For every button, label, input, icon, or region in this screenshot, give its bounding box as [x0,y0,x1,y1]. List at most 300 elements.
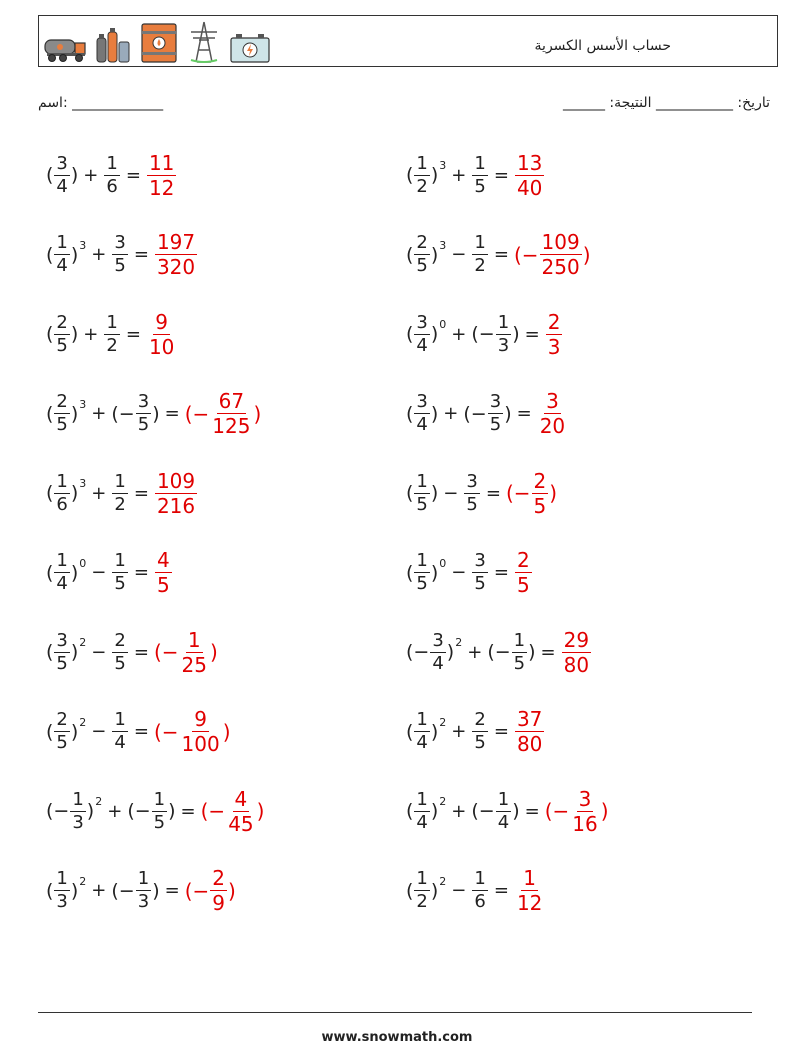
numerator: 2 [533,468,547,493]
numerator: 109 [156,468,196,493]
paren-close: ) [430,164,439,186]
equals-sign: = [133,244,149,265]
denominator: 5 [513,652,526,674]
exponent: 3 [79,397,87,411]
problem-item [406,145,545,205]
answer-paren-close: ) [253,401,262,426]
paren-open: ( [406,402,414,425]
numerator: 1 [474,232,486,253]
paren-close: ) [504,402,512,425]
answer [514,709,545,754]
fraction [515,868,544,913]
equals-sign: = [164,880,180,901]
denominator: 2 [416,175,428,197]
fraction [464,470,479,515]
answer-paren-close: ) [582,242,591,267]
denominator: 6 [56,493,68,515]
numerator: 1 [497,788,510,810]
answer-paren-open: (− [505,481,531,505]
paren-close: ) [70,482,79,504]
denominator: 5 [56,732,68,753]
fraction [496,788,511,833]
numerator: 1 [523,866,537,890]
exponent: 2 [439,795,447,808]
answer [185,391,262,436]
operator: − [91,562,107,583]
numerator: 4 [156,548,170,572]
paren-close: ) [152,879,160,902]
numerator: 1 [153,788,166,810]
numerator: 1 [416,550,428,571]
denominator: 3 [547,334,561,359]
fraction [562,627,591,677]
equals-sign: = [133,721,149,742]
equals-sign: = [133,562,149,583]
numerator: 1 [114,709,126,730]
numerator: 1 [56,868,68,889]
fraction [210,868,227,913]
fraction [147,150,176,200]
fraction [54,311,69,356]
paren-close: ) [70,879,79,902]
paren-close: ) [430,402,439,425]
numerator: 1 [497,311,510,333]
fraction [180,709,222,754]
problem-item [406,622,592,682]
paren-open: ( [406,243,414,266]
equals-sign: = [125,164,141,186]
denominator: 4 [56,175,68,197]
answer [514,150,545,200]
numerator: 2 [416,232,428,253]
battery-icon [229,32,271,64]
fraction [104,152,119,197]
exponent: 2 [455,636,463,649]
fraction [414,311,429,356]
denominator: 4 [416,732,428,753]
numerator: 1 [416,868,428,889]
fraction [414,552,429,593]
paren-open: ( [46,243,54,266]
denominator: 25 [181,652,207,677]
numerator: 1 [416,709,428,730]
paren-close: ) [446,641,455,663]
denominator: 10 [148,334,175,359]
answer [146,309,177,359]
exponent: 2 [95,795,103,808]
problem-item [46,543,173,603]
fraction [54,470,69,515]
paren-open: ( [46,641,54,663]
fraction [472,870,487,911]
equals-sign: = [493,164,509,186]
denominator: 12 [516,891,543,915]
equals-sign: = [524,800,540,822]
denominator: 5 [533,493,547,518]
footer-url: www.snowmath.com [321,1030,473,1045]
numerator: 1 [114,470,126,492]
operator: + [91,244,107,265]
exponent: 0 [439,318,447,331]
fraction [155,232,197,277]
paren-close: ) [430,482,439,504]
paren-close: ) [70,243,79,266]
denominator: 5 [416,573,428,594]
paren-close: ) [70,164,79,186]
numerator: 3 [578,786,592,811]
exponent: 3 [439,159,447,172]
paren-open: ( [46,402,54,425]
denominator: 5 [489,414,502,435]
numerator: 3 [474,550,486,571]
fraction [136,393,151,434]
numerator: 3 [56,629,68,651]
equals-sign: = [133,641,149,663]
numerator: 1 [72,788,84,810]
operator: − [451,562,467,583]
denominator: 5 [466,493,478,515]
fraction [112,552,127,593]
operator: + [467,641,483,663]
problem-item [406,304,563,364]
numerator: 29 [563,627,590,652]
answer-paren-open: (− [153,640,179,664]
fraction [136,870,151,911]
problem-item [46,622,218,682]
denominator: 16 [572,811,598,836]
fraction [180,627,209,677]
denominator: 5 [137,414,150,435]
denominator: 5 [416,255,428,276]
numerator: 1 [474,868,486,889]
equals-sign: = [540,641,556,663]
paren-close: ) [430,720,439,743]
numerator: 4 [234,786,248,811]
denominator: 12 [148,175,175,200]
numerator: 3 [546,389,559,413]
fraction [155,468,197,518]
denominator: 3 [72,811,84,833]
denominator: 5 [474,573,486,594]
operator: + [451,164,467,186]
fraction [515,709,544,754]
paren-open: ( [406,879,414,902]
numerator: 2 [212,866,225,890]
denominator: 4 [416,334,428,356]
fraction [414,393,429,434]
paren-close: ) [152,402,160,425]
problem-item [46,145,177,205]
problem-item [46,304,177,364]
numerator: 3 [489,391,502,412]
denominator: 3 [56,891,68,912]
fraction [472,711,487,752]
paren-open: ( [406,482,414,504]
denominator: 2 [474,255,486,276]
answer [545,309,564,359]
answer [514,232,591,277]
fraction [472,234,487,275]
fraction [512,629,527,674]
denominator: 45 [228,811,254,836]
paren-open: (− [111,402,135,425]
paren-close: ) [430,323,439,345]
paren-close: ) [528,641,536,663]
fraction [515,550,532,595]
denominator: 5 [114,573,126,594]
numerator: 3 [416,391,428,412]
problem-item [46,384,261,444]
fraction [515,150,544,200]
denominator: 5 [114,652,126,674]
denominator: 4 [432,652,444,674]
operator: + [107,800,123,822]
operator: + [83,164,99,186]
footer-divider [38,1012,752,1013]
answer-paren-open: (− [153,719,179,744]
answer-paren-close: ) [228,878,236,903]
answer [537,391,568,436]
fraction [496,311,511,356]
header-box [38,15,778,67]
numerator: 3 [137,391,150,412]
denominator: 20 [539,414,566,438]
paren-open: ( [406,800,414,822]
fraction [112,711,127,752]
answer [505,468,558,518]
paren-open: (− [406,641,430,663]
fraction [532,468,549,518]
denominator: 80 [516,732,543,756]
fraction [210,391,252,436]
name-field: اسم: _____________ [38,95,164,111]
operator: + [91,482,107,504]
numerator: 1 [106,311,118,333]
paren-close: ) [86,800,95,822]
paren-open: (− [127,800,151,822]
paren-open: (− [471,800,495,822]
denominator: 100 [181,732,220,756]
tanker-truck-icon [43,34,87,64]
fraction [540,232,582,277]
denominator: 4 [56,573,68,594]
oil-barrels-icon [139,22,179,64]
paren-open: (− [471,323,495,345]
problem-item [46,702,231,762]
denominator: 5 [416,493,428,515]
numerator: 1 [416,470,428,492]
operator: + [451,721,467,742]
exponent: 2 [439,874,447,888]
fraction [54,629,69,674]
problem-item [406,861,545,921]
paren-open: ( [46,323,54,345]
denominator: 4 [416,414,428,435]
problem-item [406,702,545,762]
operator: + [443,403,459,424]
paren-close: ) [70,641,79,663]
denominator: 5 [474,175,486,197]
fraction [430,629,445,674]
numerator: 2 [56,391,68,412]
equals-sign: = [524,323,540,345]
denominator: 5 [153,811,166,833]
problem-item [406,225,591,285]
answer [200,786,265,836]
numerator: 2 [516,548,530,572]
denominator: 2 [416,891,428,912]
numerator: 1 [474,152,486,174]
numerator: 1 [137,868,150,889]
denominator: 5 [56,334,68,356]
header-icons [43,20,271,64]
numerator: 2 [547,309,561,334]
fraction [414,152,429,197]
exponent: 2 [79,874,87,888]
fraction [472,552,487,593]
denominator: 6 [106,175,118,197]
numerator: 2 [56,311,68,333]
equals-sign: = [164,403,180,424]
paren-open: ( [46,561,54,584]
problem-item [406,384,568,444]
fraction [112,470,127,515]
answer [154,550,173,595]
paren-open: ( [406,561,414,584]
numerator: 197 [156,230,196,254]
numerator: 13 [516,150,543,175]
denominator: 4 [497,811,510,833]
operator: − [443,482,459,504]
denominator: 80 [563,652,590,677]
fraction [570,786,599,836]
problem-item [406,543,533,603]
answer [154,232,198,277]
paren-close: ) [430,800,439,822]
answer-paren-close: ) [256,799,265,823]
numerator: 1 [56,470,68,492]
fraction [414,234,429,275]
paren-open: ( [406,323,414,345]
problem-item [406,781,609,841]
fraction [538,391,567,436]
operator: + [91,880,107,901]
denominator: 3 [497,334,510,356]
denominator: 5 [56,652,68,674]
equals-sign: = [180,800,196,822]
operator: + [451,323,467,345]
fraction [414,788,429,833]
denominator: 250 [541,255,580,279]
answer [153,627,218,677]
paren-open: ( [46,720,54,743]
numerator: 1 [513,629,526,651]
answer-paren-open: (− [200,799,226,823]
fraction [546,309,563,359]
power-tower-icon [185,20,223,64]
problem-item [46,861,236,921]
answer [154,468,198,518]
fraction [152,788,167,833]
denominator: 125 [212,414,251,438]
denominator: 4 [416,811,428,833]
problem-item [46,463,198,523]
equals-sign: = [493,880,509,901]
paren-open: (− [463,402,487,425]
fraction [54,152,69,197]
fraction [414,711,429,752]
numerator: 2 [474,709,486,730]
exponent: 3 [439,238,447,252]
fraction [488,393,503,434]
numerator: 11 [148,150,175,175]
paren-open: ( [46,164,54,186]
paren-open: (− [46,800,70,822]
answer [561,627,592,677]
denominator: 5 [114,255,126,276]
operator: − [91,641,107,663]
numerator: 1 [56,550,68,571]
answer-paren-close: ) [222,719,231,744]
denominator: 3 [137,891,150,912]
denominator: 216 [156,493,196,518]
numerator: 3 [466,470,478,492]
paren-close: ) [70,323,79,345]
answer-paren-close: ) [209,640,218,664]
paren-close: ) [168,800,176,822]
answer [544,786,609,836]
equals-sign: = [516,403,532,424]
paren-close: ) [430,879,439,902]
exponent: 0 [439,556,447,570]
answer-paren-close: ) [600,799,609,823]
paren-close: ) [512,800,520,822]
equals-sign: = [133,482,149,504]
numerator: 1 [106,152,118,174]
exponent: 3 [79,477,87,490]
denominator: 320 [156,255,196,279]
answer [514,868,545,913]
fraction [226,786,255,836]
denominator: 9 [212,891,225,915]
numerator: 1 [114,550,126,571]
exponent: 2 [79,636,87,649]
exponent: 0 [79,556,87,570]
paren-close: ) [70,402,79,425]
fraction [472,152,487,197]
fraction [414,870,429,911]
numerator: 3 [114,232,126,253]
fraction [54,870,69,911]
gas-cylinders-icon [93,24,133,64]
paren-close: ) [70,561,79,584]
page-title: حساب الأسس الكسرية [534,38,671,54]
fraction [414,470,429,515]
date-score-field: ______ :تاريخ: ___________ النتيجة [562,95,770,111]
denominator: 2 [106,334,118,356]
numerator: 37 [516,707,543,731]
denominator: 5 [156,573,170,597]
answer [146,150,177,200]
denominator: 5 [56,414,68,435]
paren-open: ( [46,879,54,902]
fraction [104,311,119,356]
paren-close: ) [512,323,520,345]
denominator: 5 [474,732,486,753]
answer [514,550,533,595]
fraction [54,393,69,434]
equals-sign: = [493,562,509,583]
